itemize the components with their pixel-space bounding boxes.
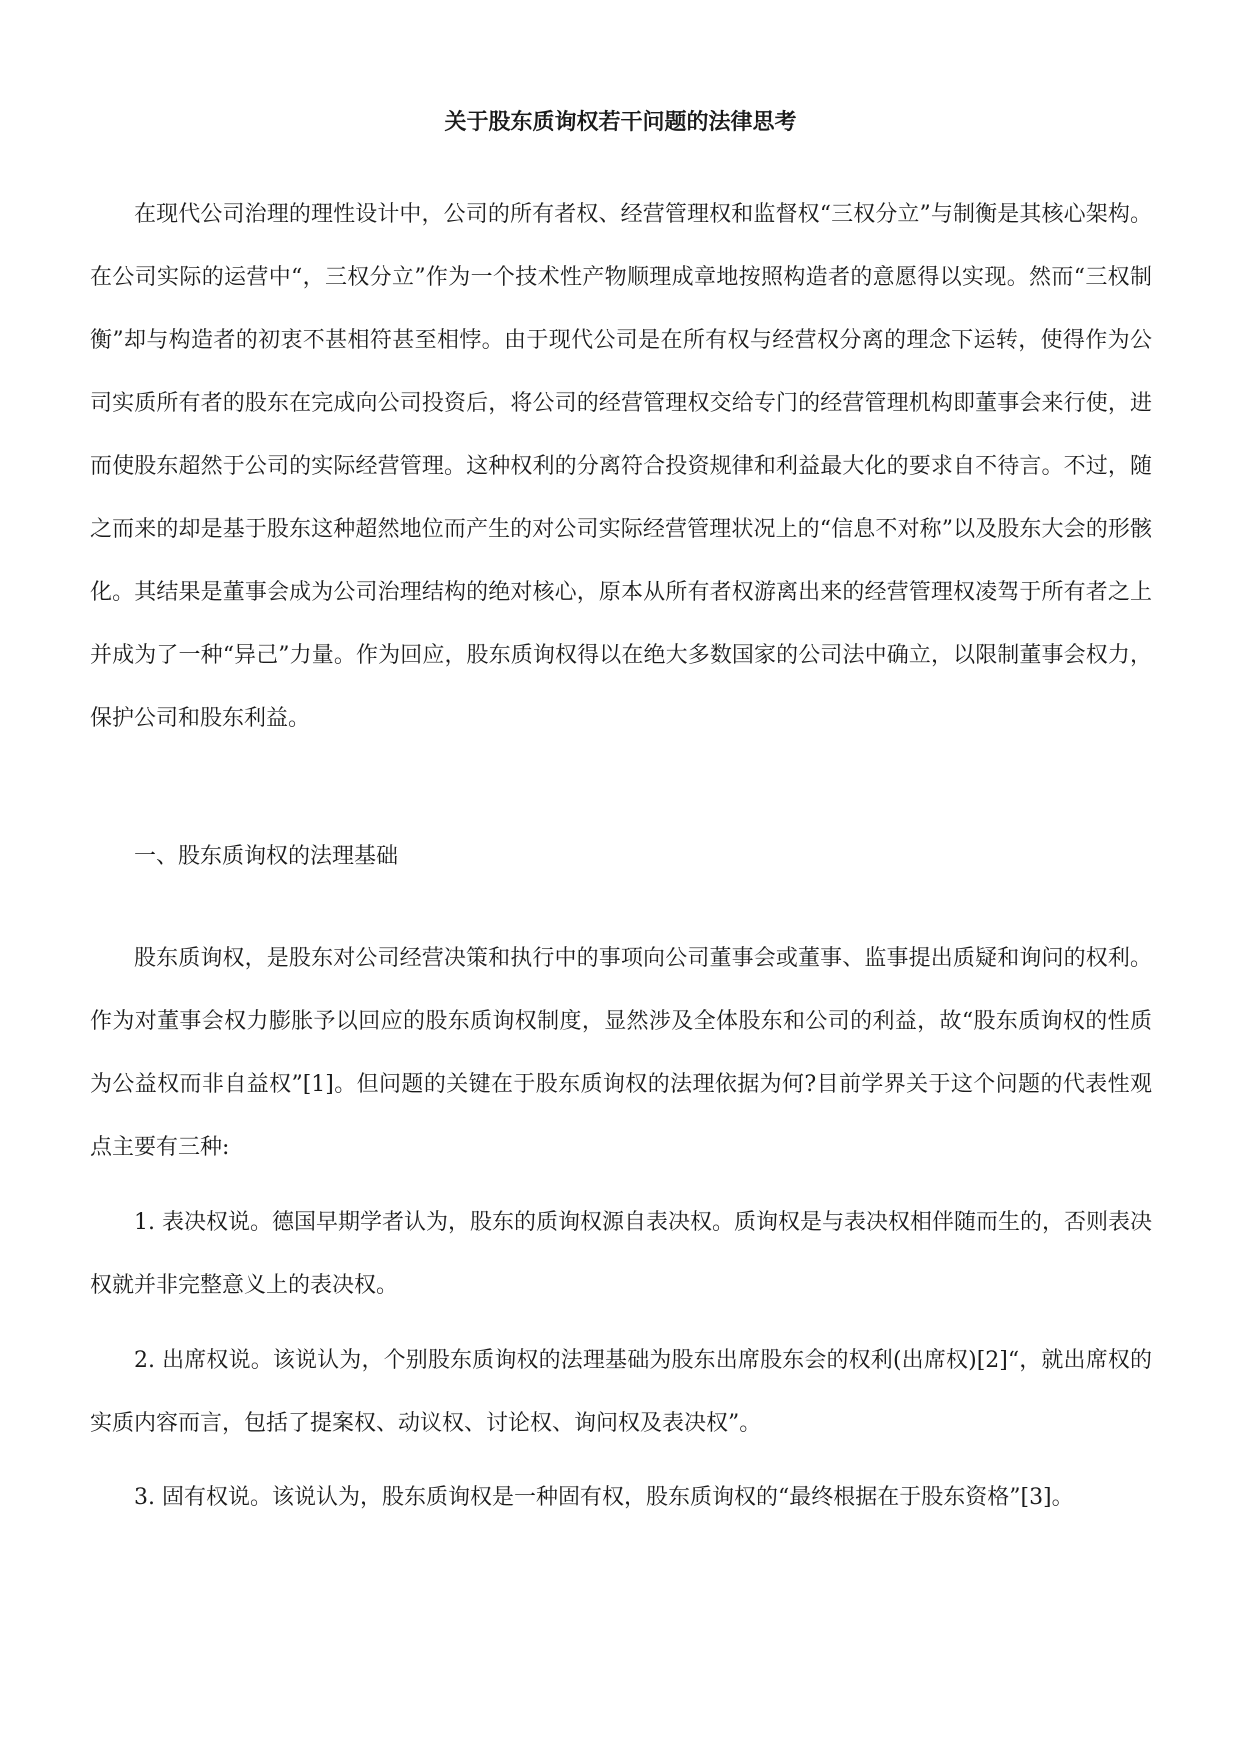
list-item: 2. 出席权说。该说认为，个别股东质询权的法理基础为股东出席股东会的权利(出席权)[2]“，就出席权的实质内容而言，包括了提案权、动议权、讨论权、询问权及表决权”。 [90,1348,1152,1436]
definition-paragraph: 股东质询权，是股东对公司经营决策和执行中的事项向公司董事会或董事、监事提出质疑和询问的权利。作为对董事会权力膨胀予以回应的股东质询权制度，显然涉及全体股东和公司的利益，故“股东质询权的性质为公益权而非自益权”[1]。但问题的关键在于股东质询权的法理依据为何?目前学界关于这个问题的代表性观点主要有三种: [90,946,1152,1160]
intro-paragraph: 在现代公司治理的理性设计中，公司的所有者权、经营管理权和监督权“三权分立”与制衡是其核心架构。在公司实际的运营中“，三权分立”作为一个技术性产物顺理成章地按照构造者的意愿得以实现。然而“三权制衡”却与构造者的初衷不甚相符甚至相悖。由于现代公司是在所有权与经营权分离的理念下运转，使得作为公司实质所有者的股东在完成向公司投资后，将公司的经营管理权交给专门的经营管理机构即董事会来行使，进而使股东超然于公司的实际经营管理。这种权利的分离符合投资规律和利益最大化的要求自不待言。不过，随之而来的却是基于股东这种超然地位而产生的对公司实际经营管理状况上的“信息不对称”以及股东大会的形骸化。其结果是董事会成为公司治理结构的绝对核心，原本从所有者权游离出来的经营管理权凌驾于所有者之上并成为了一种“异己”力量。作为回应，股东质询权得以在绝大多数国家的公司法中确立，以限制董事会权力，保护公司和股东利益。 [90,202,1152,731]
section-heading: 一、股东质询权的法理基础 [134,844,399,869]
document-title: 关于股东质询权若干问题的法律思考 [444,109,797,135]
list-item: 1. 表决权说。德国早期学者认为，股东的质询权源自表决权。质询权是与表决权相伴随而生的，否则表决权就并非完整意义上的表决权。 [90,1210,1152,1298]
list-item: 3. 固有权说。该说认为，股东质询权是一种固有权，股东质询权的“最终根据在于股东资格”[3]。 [134,1485,1074,1510]
